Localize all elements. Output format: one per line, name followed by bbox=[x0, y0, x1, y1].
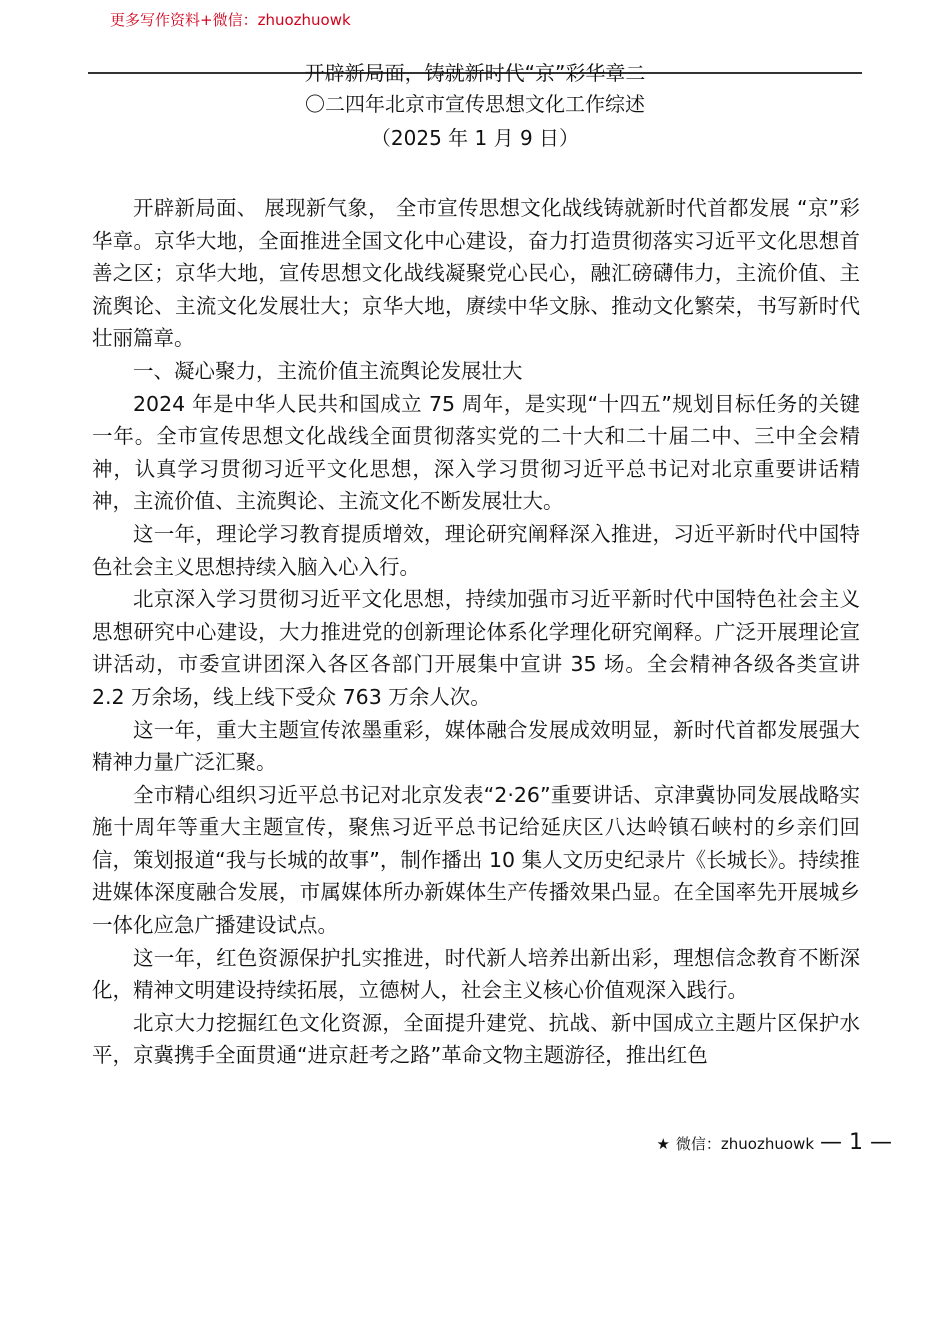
paragraph: 北京大力挖掘红色文化资源，全面提升建党、抗战、新中国成立主题片区保护水平，京冀携手全面贯通“进京赶考之路”革命文物主题游径，推出红色 bbox=[92, 1010, 860, 1068]
document-body bbox=[92, 192, 860, 1072]
top-note: 更多写作资料+微信：zhuozhuowk bbox=[110, 11, 351, 29]
paragraph: 全市精心组织习近平总书记对北京发表“2·26”重要讲话、京津冀协同发展战略实施十周年等重大主题宣传，聚焦习近平总书记给延庆区八达岭镇石峡村的乡亲们回信，策划报道“我与长城的故事”，制作播出 10 集人文历史纪录片《长城长》。持续推进媒体深度融合发展，市属媒体所办新媒体生产传播效果凸显。在全国率先开展城乡一体化应急广播建设试点。 bbox=[92, 782, 860, 938]
paragraph: 这一年，理论学习教育提质增效，理论研究阐释深入推进，习近平新时代中国特色社会主义思想持续入脑入心入行。 bbox=[92, 521, 860, 579]
paragraph-intro: 开辟新局面、 展现新气象， 全市宣传思想文化战线铸就新时代首都发展 “京”彩华章。京华大地，全面推进全国文化中心建设，奋力打造贯彻落实习近平文化思想首善之区；京华大地，宣传思想文化战线凝聚党心民心，融汇磅礴伟力，主流价值、主流舆论、主流文化发展壮大；京华大地，赓续中华文脉、推动文化繁荣，书写新时代壮丽篇章。 bbox=[92, 196, 860, 351]
star-icon: ★ bbox=[656, 1135, 670, 1153]
paragraph: 这一年，红色资源保护扎实推进，时代新人培养出新出彩，理想信念教育不断深化，精神文明建设持续拓展，立德树人，社会主义核心价值观深入践行。 bbox=[92, 945, 860, 1003]
title-line-2: 〇二四年北京市宣传思想文化工作综述 bbox=[305, 92, 645, 116]
section-heading-1: 一、凝心聚力，主流价值主流舆论发展壮大 bbox=[133, 358, 523, 383]
paragraph: 北京深入学习贯彻习近平文化思想，持续加强市习近平新时代中国特色社会主义思想研究中心建设，大力推进党的创新理论体系化学理化研究阐释。广泛开展理论宣讲活动，市委宣讲团深入各区各部门开展集中宣讲 35 场。全会精神各级各类宣讲 2.2 万余场，线上线下受众 763 万余人次。 bbox=[92, 587, 860, 709]
paragraph: 这一年，重大主题宣传浓墨重彩，媒体融合发展成效明显，新时代首都发展强大精神力量广泛汇聚。 bbox=[92, 717, 860, 775]
footer-wechat: 微信：zhuozhuowk bbox=[675, 1135, 815, 1153]
paragraph: 2024 年是中华人民共和国成立 75 周年，是实现“十四五”规划目标任务的关键一年。全市宣传思想文化战线全面贯彻落实党的二十大和二十届二中、三中全会精神，认真学习贯彻习近平文化思想，深入学习贯彻习近平总书记对北京重要讲话精神，主流价值、主流舆论、主流文化不断发展壮大。 bbox=[92, 391, 860, 514]
page-number: — 1 — bbox=[820, 1130, 892, 1155]
title-line-1: 开辟新局面，铸就新时代“京”彩华章二 bbox=[304, 61, 646, 85]
page-footer bbox=[656, 1130, 898, 1157]
title-date: （2025 年 1 月 9 日） bbox=[370, 126, 580, 150]
